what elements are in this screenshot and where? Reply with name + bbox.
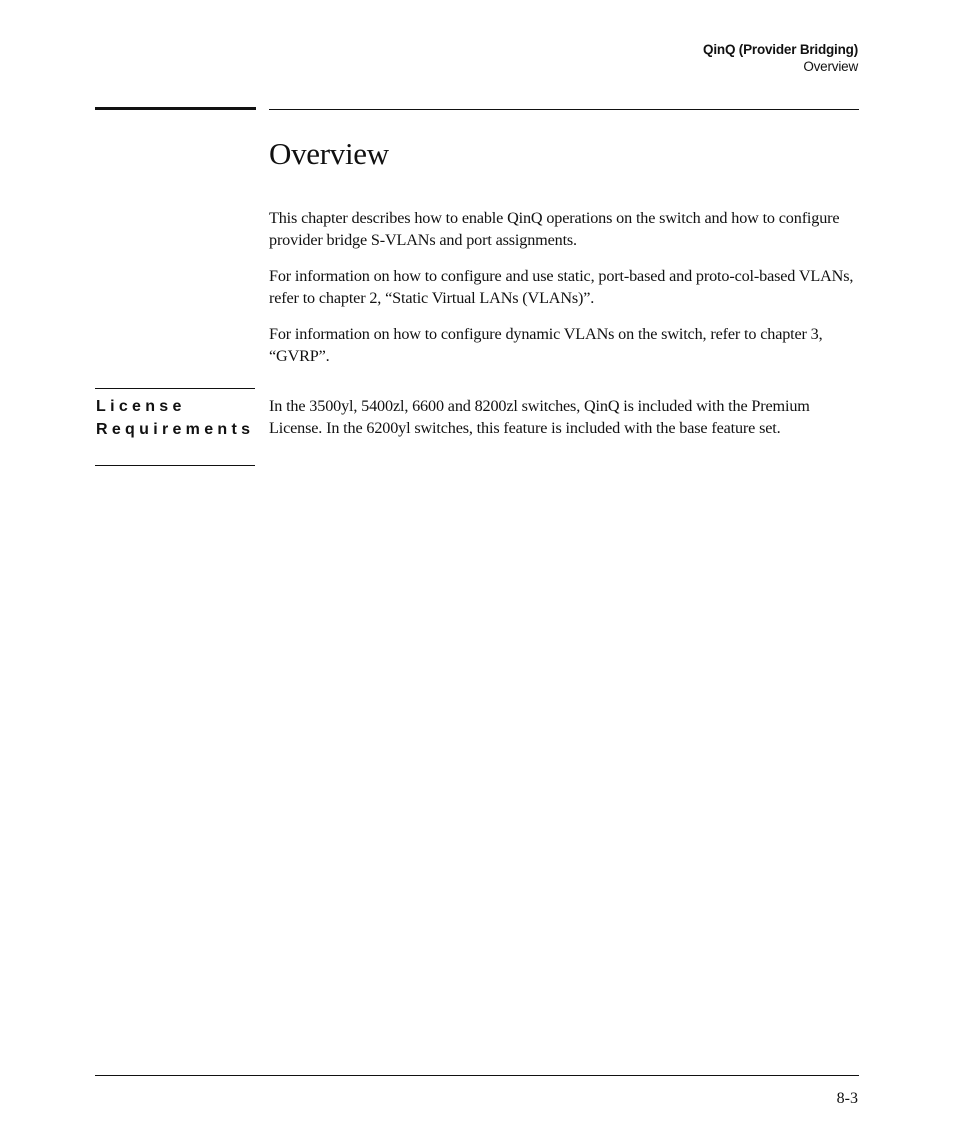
static-vlans-paragraph: For information on how to configure and use static, port-based and proto-col-based VLANs, refer to chapter 2, “Static Virtual LANs (VLANs)”. xyxy=(269,267,854,307)
side-heading-rule-bottom xyxy=(95,465,255,466)
gvrp-paragraph: For information on how to configure dynamic VLANs on the switch, refer to chapter 3, “GVRP”. xyxy=(269,325,823,365)
footer-rule xyxy=(95,1075,859,1076)
license-heading-line1: License xyxy=(96,398,186,415)
header-rule-thick xyxy=(95,107,256,110)
header-rule-thin xyxy=(269,109,859,110)
page-title: Overview xyxy=(269,136,389,171)
side-heading-rule-top xyxy=(95,388,255,389)
intro-paragraph: This chapter describes how to enable QinQ operations on the switch and how to configure provider bridge S-VLANs and port assignments. xyxy=(269,209,840,249)
license-heading-line2: Requirements xyxy=(96,421,255,438)
page-number: 8-3 xyxy=(836,1090,858,1107)
running-header-section: Overview xyxy=(803,59,858,74)
running-header-chapter: QinQ (Provider Bridging) xyxy=(703,42,858,57)
license-paragraph: In the 3500yl, 5400zl, 6600 and 8200zl switches, QinQ is included with the Premium License. In the 6200yl switches, this feature is included with the base feature set. xyxy=(269,397,810,437)
license-requirements-heading xyxy=(96,395,254,441)
